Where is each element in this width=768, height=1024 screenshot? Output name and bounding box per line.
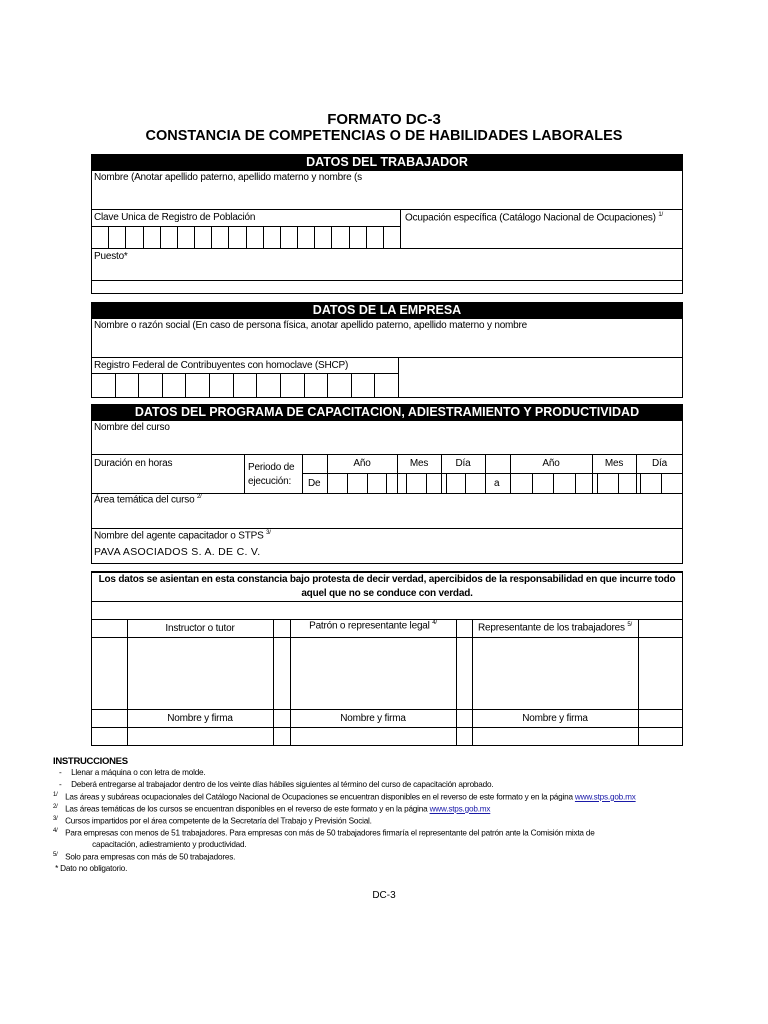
worker-name-field[interactable] [92,186,682,208]
company-name-field[interactable] [92,334,682,356]
rfc-cell-divider [256,373,257,398]
company-section-header: DATOS DE LA EMPRESA [91,302,683,318]
rfc-input-cells[interactable] [91,373,398,398]
instruction-marker: 5/ [53,852,58,858]
period-label-2: ejecución: [248,476,292,487]
occupation-label: Ocupación específica (Catálogo Nacional de Ocupaciones) $^{1/}$ [405,212,664,224]
from-date-cell-divider [465,473,466,493]
period-column-divider [592,454,593,493]
curp-cell-divider [297,226,298,248]
to-date-cell-divider [532,473,533,493]
from-month-header: Mes [409,458,429,469]
curp-cell-divider [143,226,144,248]
instruction-text: Solo para empresas con más de 50 trabajadores. [63,852,236,862]
agent-value[interactable]: PAVA ASOCIADOS S. A. DE C. V. [94,546,261,558]
program-section-header: DATOS DEL PROGRAMA DE CAPACITACION, ADIESTRAMIENTO Y PRODUCTIVIDAD [91,404,683,420]
to-year-header: Año [542,458,560,469]
instruction-item [53,804,490,814]
instruction-item [53,816,372,826]
curp-cell-divider [211,226,212,248]
worker-name-label: Nombre (Anotar apellido paterno, apellido materno y nombre (s [94,172,362,183]
instruction-item [53,864,127,873]
workers-rep-signature-area[interactable] [473,638,638,709]
from-label: De [308,478,321,489]
declaration-line-1: Los datos se asientan en esta constancia bajo protesta de decir verdad, apercibidos de la responsabilidad en que incurre todo [98,574,676,585]
instruction-text: Cursos impartidos por el área competente de la Secretaría del Trabajo y Previsión Social. [63,816,372,826]
to-date-cell-divider [575,473,576,493]
rfc-cell-divider [115,373,116,398]
instruction-text: Las áreas y subáreas ocupacionales del Catálogo Nacional de Ocupaciones se encuentran disponibles en el reverso de este formato y en la página [63,792,575,802]
from-date-cell-divider [347,473,348,493]
instruction-item [53,828,595,838]
instruction-marker: 2/ [53,804,58,810]
curp-cell-divider [349,226,350,248]
period-column-divider [510,454,511,493]
instruction-marker: 1/ [53,792,58,798]
rfc-cell-divider [327,373,328,398]
employer-name-sign-label: Nombre y firma [340,713,406,724]
instruction-item [53,768,205,777]
from-date-cell-divider [406,473,407,493]
instruction-text: * Dato no obligatorio. [53,864,128,873]
from-date-cells[interactable] [327,473,485,493]
period-column-divider [327,454,328,493]
rfc-cell-divider [374,373,375,398]
position-label: Puesto* [94,251,128,262]
stps-link[interactable]: www.stps.gob.mx [429,804,491,814]
duration-field[interactable] [92,472,243,492]
area-field[interactable] [92,508,682,527]
instruction-marker: 4/ [53,828,58,834]
to-date-cells[interactable] [510,473,683,493]
rfc-cell-divider [162,373,163,398]
curp-cell-divider [177,226,178,248]
to-date-cell-divider [640,473,641,493]
from-date-cell-divider [386,473,387,493]
rfc-cell-divider [138,373,139,398]
instruction-item [53,792,636,802]
instruction-item [90,840,246,849]
instruction-text: Llenar a máquina o con letra de molde. [69,768,206,777]
rfc-cell-divider [304,373,305,398]
from-date-cell-divider [367,473,368,493]
workers-rep-label: Representante de los trabajadores $^{5/}$ [477,622,633,634]
duration-label: Duración en horas [94,458,173,469]
instructor-signature-area[interactable] [128,638,273,709]
instructor-name-sign-label: Nombre y firma [167,713,233,724]
rfc-cell-divider [351,373,352,398]
occupation-field[interactable] [401,226,682,247]
employer-label: Patrón o representante legal $^{4/}$ [309,620,437,632]
form-subtitle: CONSTANCIA DE COMPETENCIAS O DE HABILIDADES LABORALES [145,128,623,144]
to-month-header: Mes [604,458,624,469]
to-date-cell-divider [661,473,662,493]
declaration-line-2: aquel que no se conduce con verdad. [301,588,473,599]
company-name-label: Nombre o razón social (En caso de persona física, anotar apellido paterno, apellido materno y nombre [94,320,528,331]
curp-cell-divider [366,226,367,248]
instruction-text: Deberá entregarse al trabajador dentro de los veinte días hábiles siguientes al término del curso de capacitación aprobado. [69,780,494,789]
employer-signature-area[interactable] [291,638,456,709]
rfc-cell-divider [209,373,210,398]
curp-cell-divider [160,226,161,248]
worker-section-header: DATOS DEL TRABAJADOR [91,154,683,170]
to-date-cell-divider [618,473,619,493]
instruction-text: Para empresas con menos de 51 trabajadores. Para empresas con más de 50 trabajadores firmaría el representante del patrón ante la Comisión mixta de [63,828,595,838]
period-label-1: Periodo de [248,462,295,473]
period-column-divider [636,454,637,493]
instruction-text: capacitación, adiestramiento y productividad. [90,840,247,849]
instruction-marker: - [59,768,62,777]
curp-label: Clave Unica de Registro de Población [94,212,256,223]
to-date-cell-divider [553,473,554,493]
rfc-label: Registro Federal de Contribuyentes con homoclave (SHCP) [94,360,349,371]
curp-cell-divider [263,226,264,248]
curp-cell-divider [331,226,332,248]
instruction-marker: 3/ [53,816,58,822]
curp-cell-divider [280,226,281,248]
course-name-label: Nombre del curso [94,422,170,433]
curp-cell-divider [125,226,126,248]
curp-cell-divider [194,226,195,248]
rfc-cell-divider [185,373,186,398]
agent-label: Nombre del agente capacitador o STPS $^{3/}$ [94,530,271,542]
curp-cell-divider [314,226,315,248]
from-date-cell-divider [426,473,427,493]
curp-cell-divider [228,226,229,248]
footer-code: DC-3 [372,890,396,901]
area-label: Área temática del curso $^{2/}$ [94,494,202,506]
instructions-title: INSTRUCCIONES [53,756,128,767]
from-day-header: Día [455,458,471,469]
period-column-divider [441,454,442,493]
period-column-divider [397,454,398,493]
instruction-text: Las áreas temáticas de los cursos se encuentran disponibles en el reverso de este formato y en la página [63,804,430,814]
instruction-marker: - [59,780,62,789]
rfc-cell-divider [280,373,281,398]
to-date-cell-divider [597,473,598,493]
form-title: FORMATO DC-3 [327,111,441,128]
curp-cell-divider [246,226,247,248]
stps-link[interactable]: www.stps.gob.mx [574,792,636,802]
instructor-label: Instructor o tutor [165,623,235,634]
instruction-item [53,780,493,789]
period-column-divider [485,454,486,493]
to-label: a [494,478,500,489]
position-field[interactable] [92,264,682,279]
workers-rep-name-sign-label: Nombre y firma [522,713,588,724]
curp-input-cells[interactable] [91,226,400,248]
rfc-cell-divider [233,373,234,398]
curp-cell-divider [108,226,109,248]
to-day-header: Día [652,458,667,469]
course-name-field[interactable] [92,435,682,453]
from-year-header: Año [353,458,371,469]
instruction-item [53,852,235,862]
curp-cell-divider [383,226,384,248]
from-date-cell-divider [446,473,447,493]
